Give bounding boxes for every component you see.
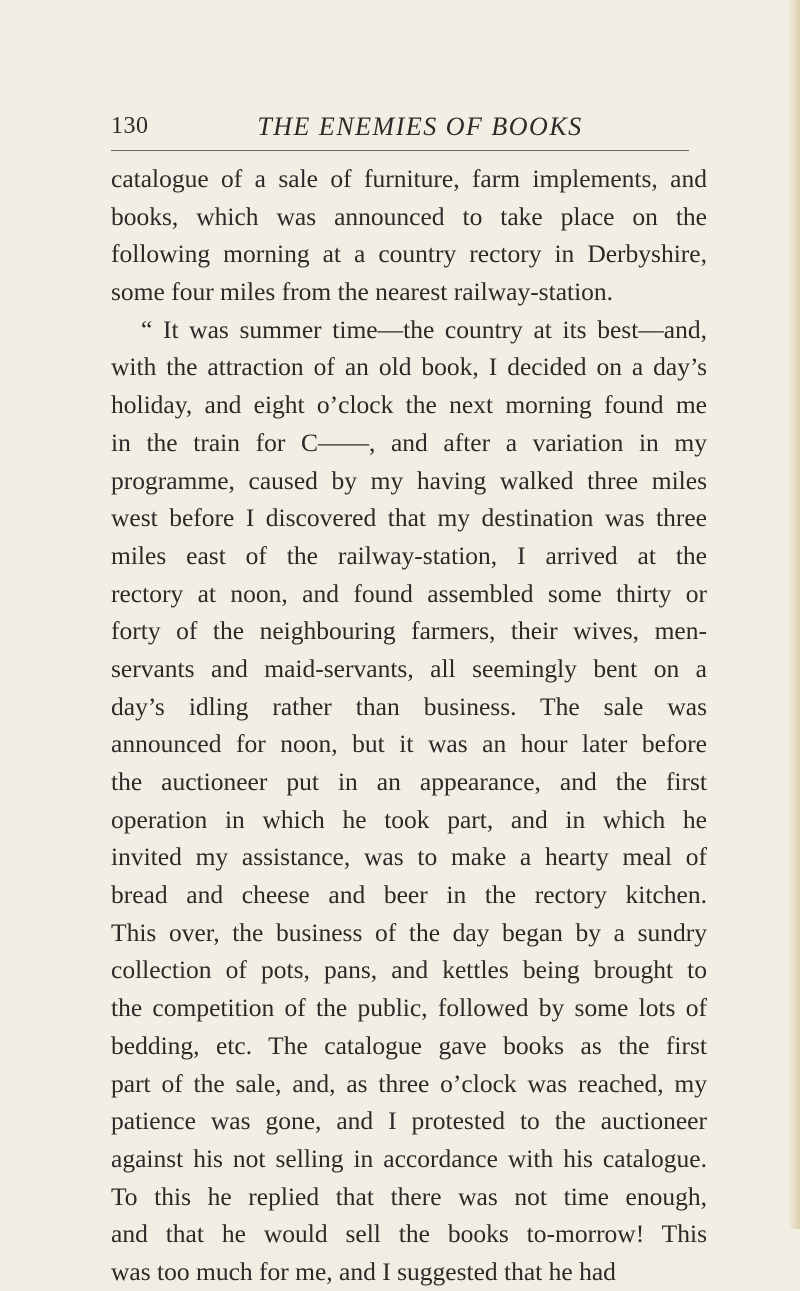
page-number: 130 — [111, 113, 149, 139]
text-line: miles east of the railway-station, I arrived at the — [111, 540, 707, 570]
text-line: west before I discovered that my destination was three — [111, 503, 707, 533]
text-line: holiday, and eight o’clock the next morning found me — [111, 390, 707, 420]
text-line: operation in which he took part, and in which he — [111, 804, 707, 834]
text-line: servants and maid-servants, all seemingly bent on a — [111, 653, 707, 683]
text-line: bread and cheese and beer in the rectory kitchen. — [111, 880, 707, 910]
text-line: books, which was announced to take place on the — [111, 201, 707, 231]
text-line: against his not selling in accordance with his catalogue. — [111, 1143, 707, 1173]
text-line: the competition of the public, followed by some lots of — [111, 993, 707, 1023]
text-line: To this he replied that there was not time enough, — [111, 1181, 707, 1211]
text-line: “ It was summer time—the country at its best—and, — [141, 314, 707, 344]
text-line: and that he would sell the books to-morrow! This — [111, 1219, 707, 1249]
running-title: THE ENEMIES OF BOOKS — [257, 112, 583, 141]
text-line: some four miles from the nearest railway-station. — [111, 277, 614, 307]
text-line: rectory at noon, and found assembled some thirty or — [111, 578, 707, 608]
text-line: announced for noon, but it was an hour later before — [111, 729, 707, 759]
text-line: invited my assistance, was to make a hearty meal of — [111, 842, 707, 872]
text-line: following morning at a country rectory in Derbyshire, — [111, 239, 707, 269]
text-line: This over, the business of the day began by a sundry — [111, 917, 707, 947]
text-line: part of the sale, and, as three o’clock was reached, my — [111, 1068, 707, 1098]
page-edge-shadow — [788, 0, 800, 1229]
text-line: in the train for C——, and after a variation in my — [111, 427, 707, 457]
text-line: programme, caused by my having walked three miles — [111, 465, 707, 495]
text-line: bedding, etc. The catalogue gave books as the first — [111, 1030, 707, 1060]
text-line: collection of pots, pans, and kettles being brought to — [111, 955, 707, 985]
header-rule — [111, 150, 689, 151]
text-line: day’s idling rather than business. The sale was — [111, 691, 707, 721]
text-line: forty of the neighbouring farmers, their wives, men- — [111, 616, 707, 646]
text-line: catalogue of a sale of furniture, farm implements, and — [111, 164, 707, 193]
text-line: with the attraction of an old book, I decided on a day’s — [111, 352, 707, 382]
text-line: patience was gone, and I protested to the auctioneer — [111, 1106, 707, 1136]
body-text — [111, 160, 707, 1291]
text-line: the auctioneer put in an appearance, and the first — [111, 767, 707, 796]
text-line: was too much for me, and I suggested that he had — [111, 1256, 616, 1286]
